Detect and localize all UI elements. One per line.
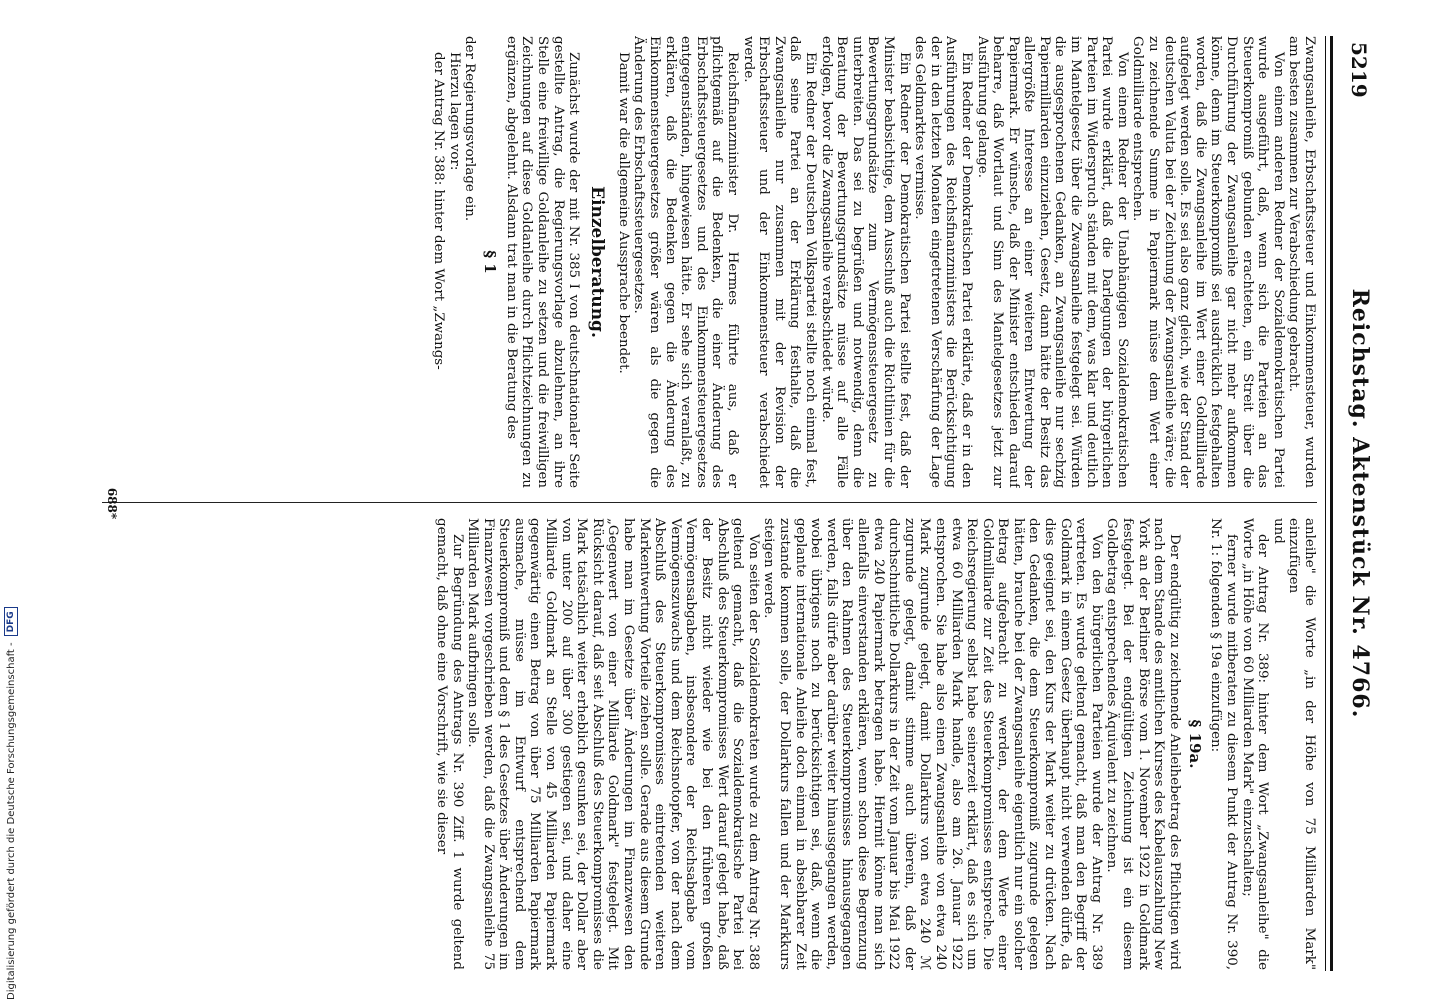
- left-paragraph: Von einem Redner der Unabhängigen Sozialdemokratischen Partei wurde erklärt, daß die Darlegungen der bürgerlichen Parteien im Widerspruch ständen mit dem, was klar und deutlich im Mantelgesetz über die Zwangsanleihe festgelegt sei. Würden die ausgesprochenen Gedanken, an Zwangsanleihe nur sechzig Papiermilliarden einzuziehen, Gesetz, dann hätte der Besitz das allergrößte Interesse an einer weiteren Entwertung der Papiermark. Er wünsche, daß der Minister entschieden darauf beharre, daß Wortlaut und Sinn des Mantelgesetzes jetzt zur Ausführung gelange.: [974, 36, 1130, 488]
- right-paragraph: Zur Begründung des Antrags Nr. 390 Ziff. 1 wurde geltend gemacht, daß ohne eine Vorschrift, wie sie dieser: [433, 518, 465, 970]
- right-paragraph-sign: § 19a.: [1185, 719, 1204, 769]
- left-paragraph: der Antrag Nr. 388: hinter dem Wort „Zwangs-: [431, 52, 447, 370]
- left-paragraph: Hierzu lagen vor:: [446, 52, 462, 171]
- left-paragraph: der Regierungsvorlage ein.: [462, 36, 478, 222]
- column-divider: [102, 502, 1317, 503]
- left-paragraph: Von einem anderen Redner der Sozialdemokratischen Partei wurde ausgeführt, daß, wenn sich die Parteien an das Steuerkompromiß gebunden erachteten, ein Streit über die Durchführung der Zwangsanleihe gar nicht mehr aufkommen könne, denn im Steuerkompromiß sei ausdrücklich festgehalten worden, daß die Zwangsanleihe im Wert einer Goldmilliarde aufgelegt werden solle. Es sei also ganz gleich, wie der Stand der deutschen Valuta bei der Zeichnung der Zwangsanleihe wäre; die zu zeichnende Summe in Papiermark müsse dem Wert einer Goldmilliarde entsprechen.: [1130, 36, 1286, 488]
- left-section-heading: Einzelberatung.: [587, 186, 608, 338]
- left-paragraph: Reichsfinanzminister Dr. Hermes führte aus, daß er pflichtgemäß auf die Bedenken, die einer Änderung des Erbschaftssteuergesetzes und des Einkommensteuergesetzes entgegenständen, hingewiesen hätte. Er sehe sich veranlaßt, zu erklären, daß die Bedenken gegen die Änderung des Einkommensteuergesetzes größer wären als die gegen die Änderung des Erbschaftssteuergesetzes.: [631, 36, 741, 488]
- digitization-credit: [0, 0, 22, 1000]
- right-paragraph: Von seiten der Sozialdemokraten wurde zu dem Antrag Nr. 388 geltend gemacht, daß die Sozialdemokratische Partei bei Abschluß des Steuerkompromisses Wert darauf gelegt habe, daß der Besitz nicht wieder wie bei den früheren großen Vermögensabgaben, insbesondere der Reichsabgabe vom Vermögenszuwachs und dem Reichsnotopfer, von der nach dem Abschluß des Steuerkompromisses eintretenden weiteren Markentwertung Vorteile ziehen solle. Gerade aus diesem Grunde habe man im Gesetze über Änderungen im Finanzwesen den „Gegenwert von einer Milliarde Goldmark" festgelegt. Mit Rücksicht darauf, daß seit Abschluß des Steuerkompromisses die Mark tatsächlich weiter erheblich gesunken sei, der Dollar aber von unter 200 auf über 300 gestiegen sei, und daher eine Milliarde Goldmark an Stelle von 45 Milliarden Papiermark gegenwärtig einen Betrag von über 75 Milliarden Papiermark ausmache, müsse im Entwurf entsprechend dem Steuerkompromiß und dem § 1 des Gesetzes über Änderungen im Finanzwesen vorgeschrieben werden, daß die Zwangsanleihe 75 Milliarden Mark aufbringen solle.: [465, 518, 761, 970]
- sheet-mark: 688*: [105, 487, 119, 520]
- left-paragraph: Ein Redner der Demokratischen Partei erklärte, daß er in den Ausführungen des Reichsfinanzministers die Berücksichtigung der in den letzten Monaten eingetretenen Verschärfung der Lage des Geldmarktes vermisse.: [912, 36, 974, 488]
- right-paragraph: ferner wurde mitberaten zu diesem Punkt der Antrag Nr. 390, Nr. 1: folgenden § 19a einzufügen:: [1208, 518, 1240, 970]
- credit-text: Digitalisierung gefördert durch die Deutsche Forschungsgemeinschaft -: [5, 642, 17, 1000]
- page-title: Reichstag. Aktenstück Nr. 4766.: [1347, 288, 1373, 719]
- left-paragraph-sign: § 1: [481, 250, 500, 274]
- page-header: [1341, 36, 1377, 971]
- left-paragraph: Ein Redner der Demokratischen Partei stellte fest, daß der Minister beabsichtige, dem Ausschuß auch die Richtlinien für die Bewertungsgrundsätze zum Vermögenssteuergesetz zu unterbreiten. Das sei zu begrüßen und notwendig, denn die Beratung der Bewertungsgrundsätze müsse auf alle Fälle erfolgen, bevor die Zwangsanleihe verabschiedet würde.: [818, 36, 912, 488]
- right-paragraph: Von den bürgerlichen Parteien wurde der Antrag Nr. 389 vertreten. Es wurde geltend gemacht, daß man den Begriff der Goldmark in einem Gesetz überhaupt nicht verwenden dürfe, da dies geeignet sei, den Kurs der Mark weiter zu drücken. Nach den Gedanken, die dem Steuerkompromiß zugrunde gelegen hätten, brauche bei der Zwangsanleihe eigentlich nur ein solcher Betrag aufgebracht zu werden, der dem Werte einer Goldmilliarde zur Zeit des Steuerkompromisses entspreche. Die Reichsregierung selbst habe seinerzeit erklärt, daß es sich um etwa 60 Milliarden Mark handle, also am 26. Januar 1922 entsprochen. Sie habe also einen Zwangsanleihe von etwa 240 Mark zugrunde gelegt, damit Dollarkurs von etwa 240 ℳ zugrunde gelegt, damit stimme auch überein, daß der durchschnittliche Dollarkurs in der Zeit vom Januar bis Mai 1922 etwa 240 Papiermark betragen habe. Hiermit könne man sich allenfalls einverstanden erklären, wenn schon diese Begrenzung über den Rahmen des Steuerkompromisses hinausgegangen werden, falls dürfe aber darüber weiter hinausgegangen werden, wobei übrigens noch zu berücksichtigen sei, daß, wenn die geplante internationale Anleihe doch einmal in absehbarer Zeit zustande kommen solle, der Dollarkurs fallen und der Markkurs steigen werde.: [761, 518, 1104, 970]
- left-paragraph: Damit war die allgemeine Aussprache beendet.: [615, 52, 631, 374]
- left-paragraph: Zunächst wurde der mit Nr. 385 I von deutschnationaler Seite gestellte Antrag, die Regierungsvorlage abzulehnen, an ihre Stelle eine freiwillige Goldanleihe zu setzen und die freiwilligen Zeichnungen auf diese Goldanleihe durch Pflichtzeichnungen zu ergänzen, abgelehnt. Alsdann trat man in die Beratung des: [503, 36, 582, 488]
- header-rule: [1325, 36, 1333, 971]
- left-paragraph: Ein Redner der Deutschen Volkspartei stellte noch einmal fest, daß seine Partei an der Erklärung festhalte, daß die Zwangsanleihe nur zusammen mit der Revision der Erbschaftssteuer und der Einkommensteuer verabschiedet werde.: [740, 36, 818, 488]
- dfg-logo: DFG: [4, 607, 18, 636]
- right-paragraph: Der endgültig zu zeichnende Anleihebetrag des Pflichtigen wird nach dem Stande des amtlichen Kurses des Kabelauszahlung New York an der Berliner Börse vom 1. November 1922 in Goldmark festgelegt. Bei der endgültigen Zeichnung ist ein diesem Goldbetrag entsprechendes Äquivalent zu zeichnen.: [1104, 518, 1182, 970]
- left-column: [97, 36, 1317, 488]
- right-paragraph: der Antrag Nr. 389: hinter dem Wort „Zwangsanleihe" die Worte „in Höhe von 60 Milliarden Mark" einzuschalten;: [1239, 518, 1271, 970]
- right-column: [97, 518, 1317, 970]
- page-number: 5219: [1347, 42, 1371, 98]
- right-paragraph: und: [1270, 518, 1286, 544]
- right-paragraph: anleihe" die Worte „in der Höhe von 75 Milliarden Mark" einzufügen: [1286, 518, 1317, 970]
- newspaper-page: [87, 36, 1377, 971]
- left-paragraph: Zwangsanleihe, Erbschaftssteuer und Einkommensteuer, wurden am besten zusammen zur Verabschiedung gebracht.: [1286, 36, 1317, 488]
